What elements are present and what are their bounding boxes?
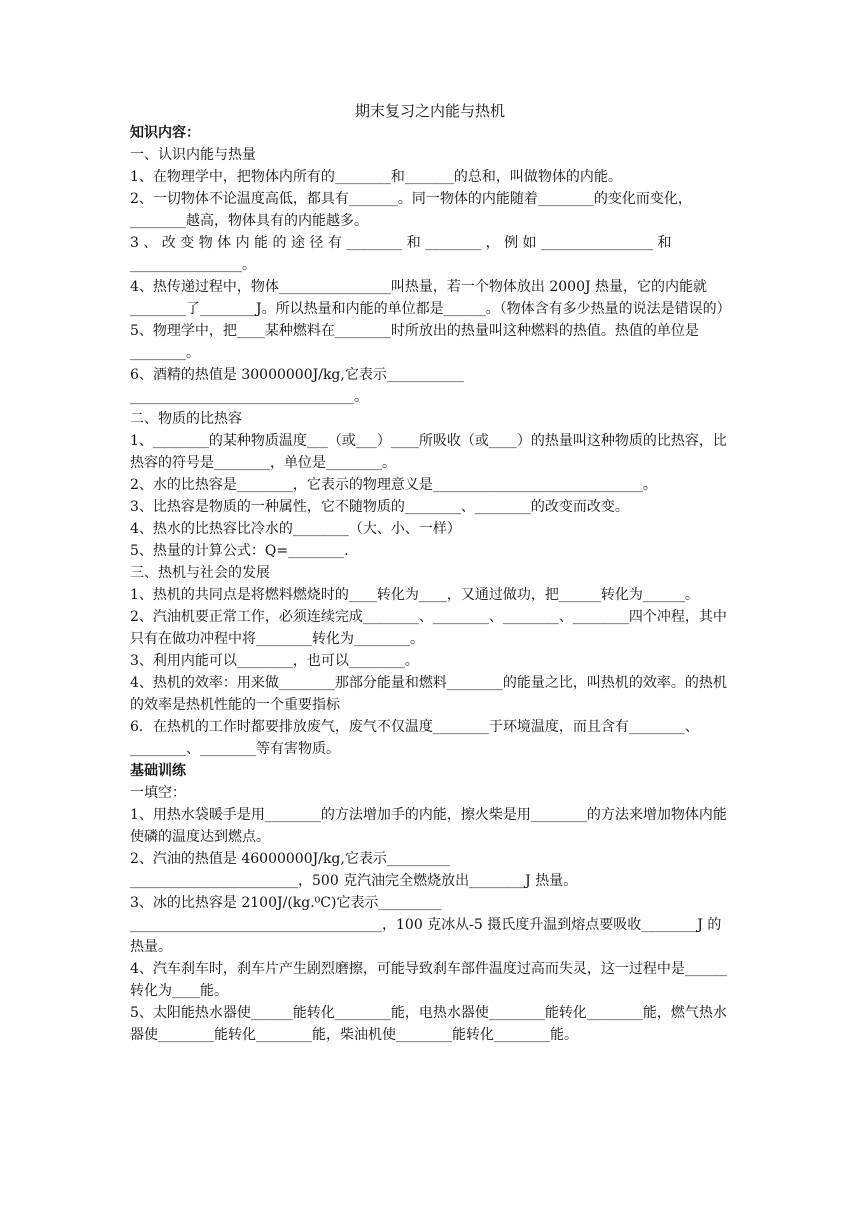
text-line: 2、汽油的热值是 46000000J/kg,它表示_________ xyxy=(130,851,450,867)
document-title: 期末复习之内能与热机 xyxy=(354,102,505,120)
text-line: 4、热传递过程中，物体________________叫热量，若一个物体放出 2000J 热量，它的内能就________了________J。所以热量和内能的单位都是______。（物体含有多少热量的说法是错误的） xyxy=(130,279,731,317)
text-line: 1、在物理学中，把物体内所有的________和_______的总和，叫做物体的内能。 xyxy=(130,169,622,185)
text-line: 3、利用内能可以________，也可以________。 xyxy=(130,653,419,669)
text-line: 一填空： xyxy=(130,785,186,801)
text-line: 5、热量的计算公式：Q=________. xyxy=(130,543,349,559)
section-heading: 基础训练 xyxy=(130,763,186,779)
text-line: 3、冰的比热容是 2100J/(kg.⁰C)它表示_________ xyxy=(130,895,442,911)
text-line: 3 、 改 变 物 体 内 能 的 途 径 有 ________ 和 ________ ， 例 如 ________________ 和 ________________。 xyxy=(130,235,676,273)
document-body xyxy=(130,122,730,1046)
text-line: 4、热水的比热容比冷水的________（大、小、一样） xyxy=(130,521,461,537)
text-line: 3、比热容是物质的一种属性，它不随物质的________、________的改变而改变。 xyxy=(130,499,629,515)
text-line: 1、用热水袋暖手是用________的方法增加手的内能，擦火柴是用________的方法来增加物体内能使磷的温度达到燃点。 xyxy=(130,807,727,845)
text-line: 6、酒精的热值是 30000000J/kg,它表示___________ xyxy=(130,367,464,383)
text-line: 1、热机的共同点是将燃料燃烧时的____转化为____，又通过做功，把______转化为______。 xyxy=(130,587,699,603)
text-line: 4、汽车刹车时，刹车片产生剧烈磨擦，可能导致刹车部件温度过高而失灵，这一过程中是______转化为____能。 xyxy=(130,961,727,999)
text-line: 二、物质的比热容 xyxy=(130,411,242,427)
text-line: ________________________________。 xyxy=(130,389,368,405)
text-line: 三、热机与社会的发展 xyxy=(130,565,270,581)
text-line: 4、热机的效率：用来做________那部分能量和燃料________的能量之比，叫热机的效率。的热机的效率是热机性能的一个重要指标 xyxy=(130,675,727,713)
text-line: 2、一切物体不论温度高低，都具有_______。同一物体的内能随着________的变化而变化，________越高，物体具有的内能越多。 xyxy=(130,191,692,229)
text-line: 6．在热机的工作时都要排放废气，废气不仅温度________于环境温度，而且含有________、________、________等有害物质。 xyxy=(130,719,699,757)
section-heading: 知识内容： xyxy=(130,125,200,141)
text-line: 2、水的比热容是________，它表示的物理意义是______________________________。 xyxy=(130,477,657,493)
text-line: 一、认识内能与热量 xyxy=(130,147,256,163)
text-line: 1、________的某种物质温度___（或___）____所吸收（或____）的热量叫这种物质的比热容，比热容的符号是________，单位是________。 xyxy=(130,433,727,471)
text-line: ________________________，500 克汽油完全燃烧放出________J 热量。 xyxy=(130,873,578,889)
document-page xyxy=(130,100,730,1046)
text-line: 5、物理学中，把____某种燃料在________时所放出的热量叫这种燃料的热值。热值的单位是________。 xyxy=(130,323,699,361)
text-line: ____________________________________，100 克冰从-5 摄氏度升温到熔点要吸收________J 的热量。 xyxy=(130,917,722,955)
text-line: 5、太阳能热水器使______能转化________能，电热水器使________能转化________能，燃气热水器使________能转化________能，柴油机使________能转化________能。 xyxy=(130,1005,727,1043)
text-line: 2、汽油机要正常工作，必须连续完成________、________、________、________四个冲程，其中只有在做功冲程中将________转化为________。 xyxy=(130,609,727,647)
